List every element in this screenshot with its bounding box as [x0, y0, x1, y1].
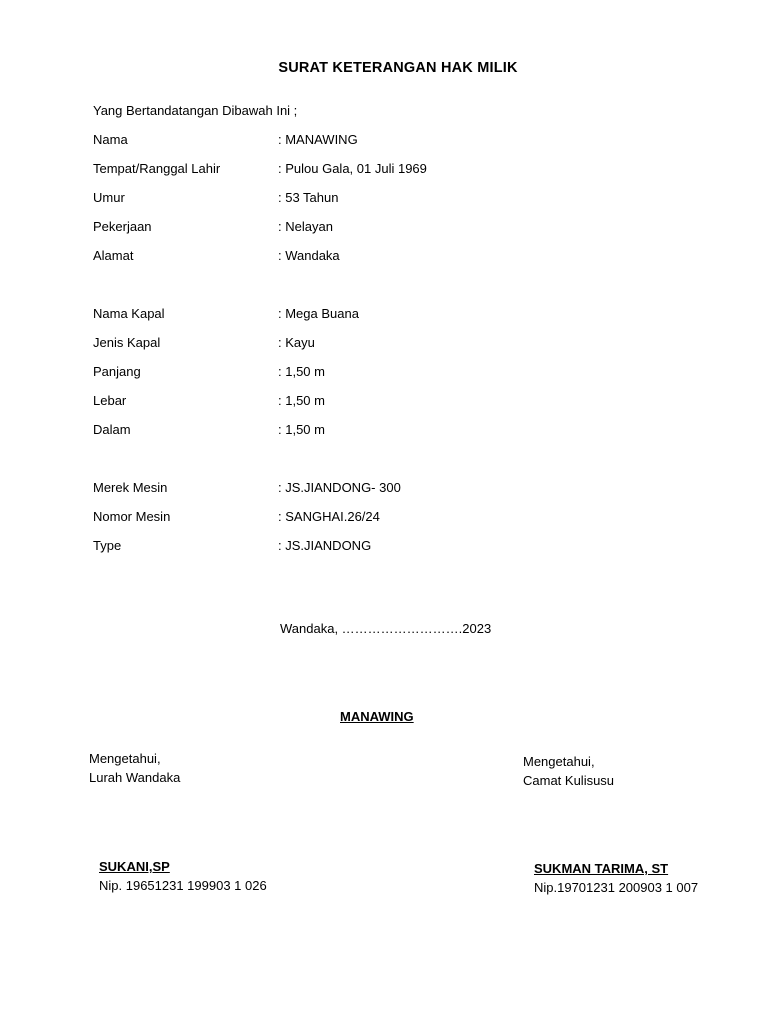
field-label: Type: [93, 538, 122, 553]
field-value: : Nelayan: [278, 219, 333, 234]
left-signatory-header: [89, 749, 180, 787]
field-value: : JS.JIANDONG: [278, 538, 372, 553]
signatory-position: Camat Kulisusu: [523, 773, 615, 788]
field-label: Nomor Mesin: [93, 509, 171, 524]
field-label: Lebar: [93, 393, 127, 408]
field-label: Panjang: [93, 364, 141, 379]
field-value: : MANAWING: [278, 132, 358, 147]
signatory-name: SUKANI,SP: [99, 859, 170, 874]
acknowledgement-heading: Mengetahui,: [523, 754, 595, 769]
field-label: Tempat/Ranggal Lahir: [93, 161, 221, 176]
applicant-name: MANAWING: [340, 709, 414, 724]
field-value: : JS.JIANDONG- 300: [278, 480, 401, 495]
field-label: Alamat: [93, 248, 134, 263]
place-date: Wandaka, ……………………….2023: [280, 621, 492, 636]
field-label: Umur: [93, 190, 125, 205]
acknowledgement-heading: Mengetahui,: [89, 751, 161, 766]
field-value: : Mega Buana: [278, 306, 359, 321]
field-value: : Kayu: [278, 335, 315, 350]
field-label: Nama: [93, 132, 128, 147]
field-label: Nama Kapal: [93, 306, 165, 321]
field-value: : SANGHAI.26/24: [278, 509, 380, 524]
document-title: SURAT KETERANGAN HAK MILIK: [278, 60, 518, 76]
intro-text: Yang Bertandatangan Dibawah Ini ;: [93, 103, 298, 118]
signatory-position: Lurah Wandaka: [89, 770, 181, 785]
field-value: : 1,50 m: [278, 422, 325, 437]
field-label: Jenis Kapal: [93, 335, 161, 350]
field-value: : Wandaka: [278, 248, 340, 263]
field-value: : 1,50 m: [278, 364, 325, 379]
signatory-nip: Nip. 19651231 199903 1 026: [99, 878, 267, 893]
field-value: : Pulou Gala, 01 Juli 1969: [278, 161, 427, 176]
field-value: : 1,50 m: [278, 393, 325, 408]
left-signatory-footer: [99, 857, 267, 895]
field-label: Dalam: [93, 422, 131, 437]
field-label: Merek Mesin: [93, 480, 168, 495]
right-signatory-header: [523, 752, 614, 790]
field-value: : 53 Tahun: [278, 190, 339, 205]
field-label: Pekerjaan: [93, 219, 152, 234]
signatory-name: SUKMAN TARIMA, ST: [534, 861, 669, 876]
signatory-nip: Nip.19701231 200903 1 007: [534, 880, 699, 895]
right-signatory-footer: [534, 859, 698, 897]
